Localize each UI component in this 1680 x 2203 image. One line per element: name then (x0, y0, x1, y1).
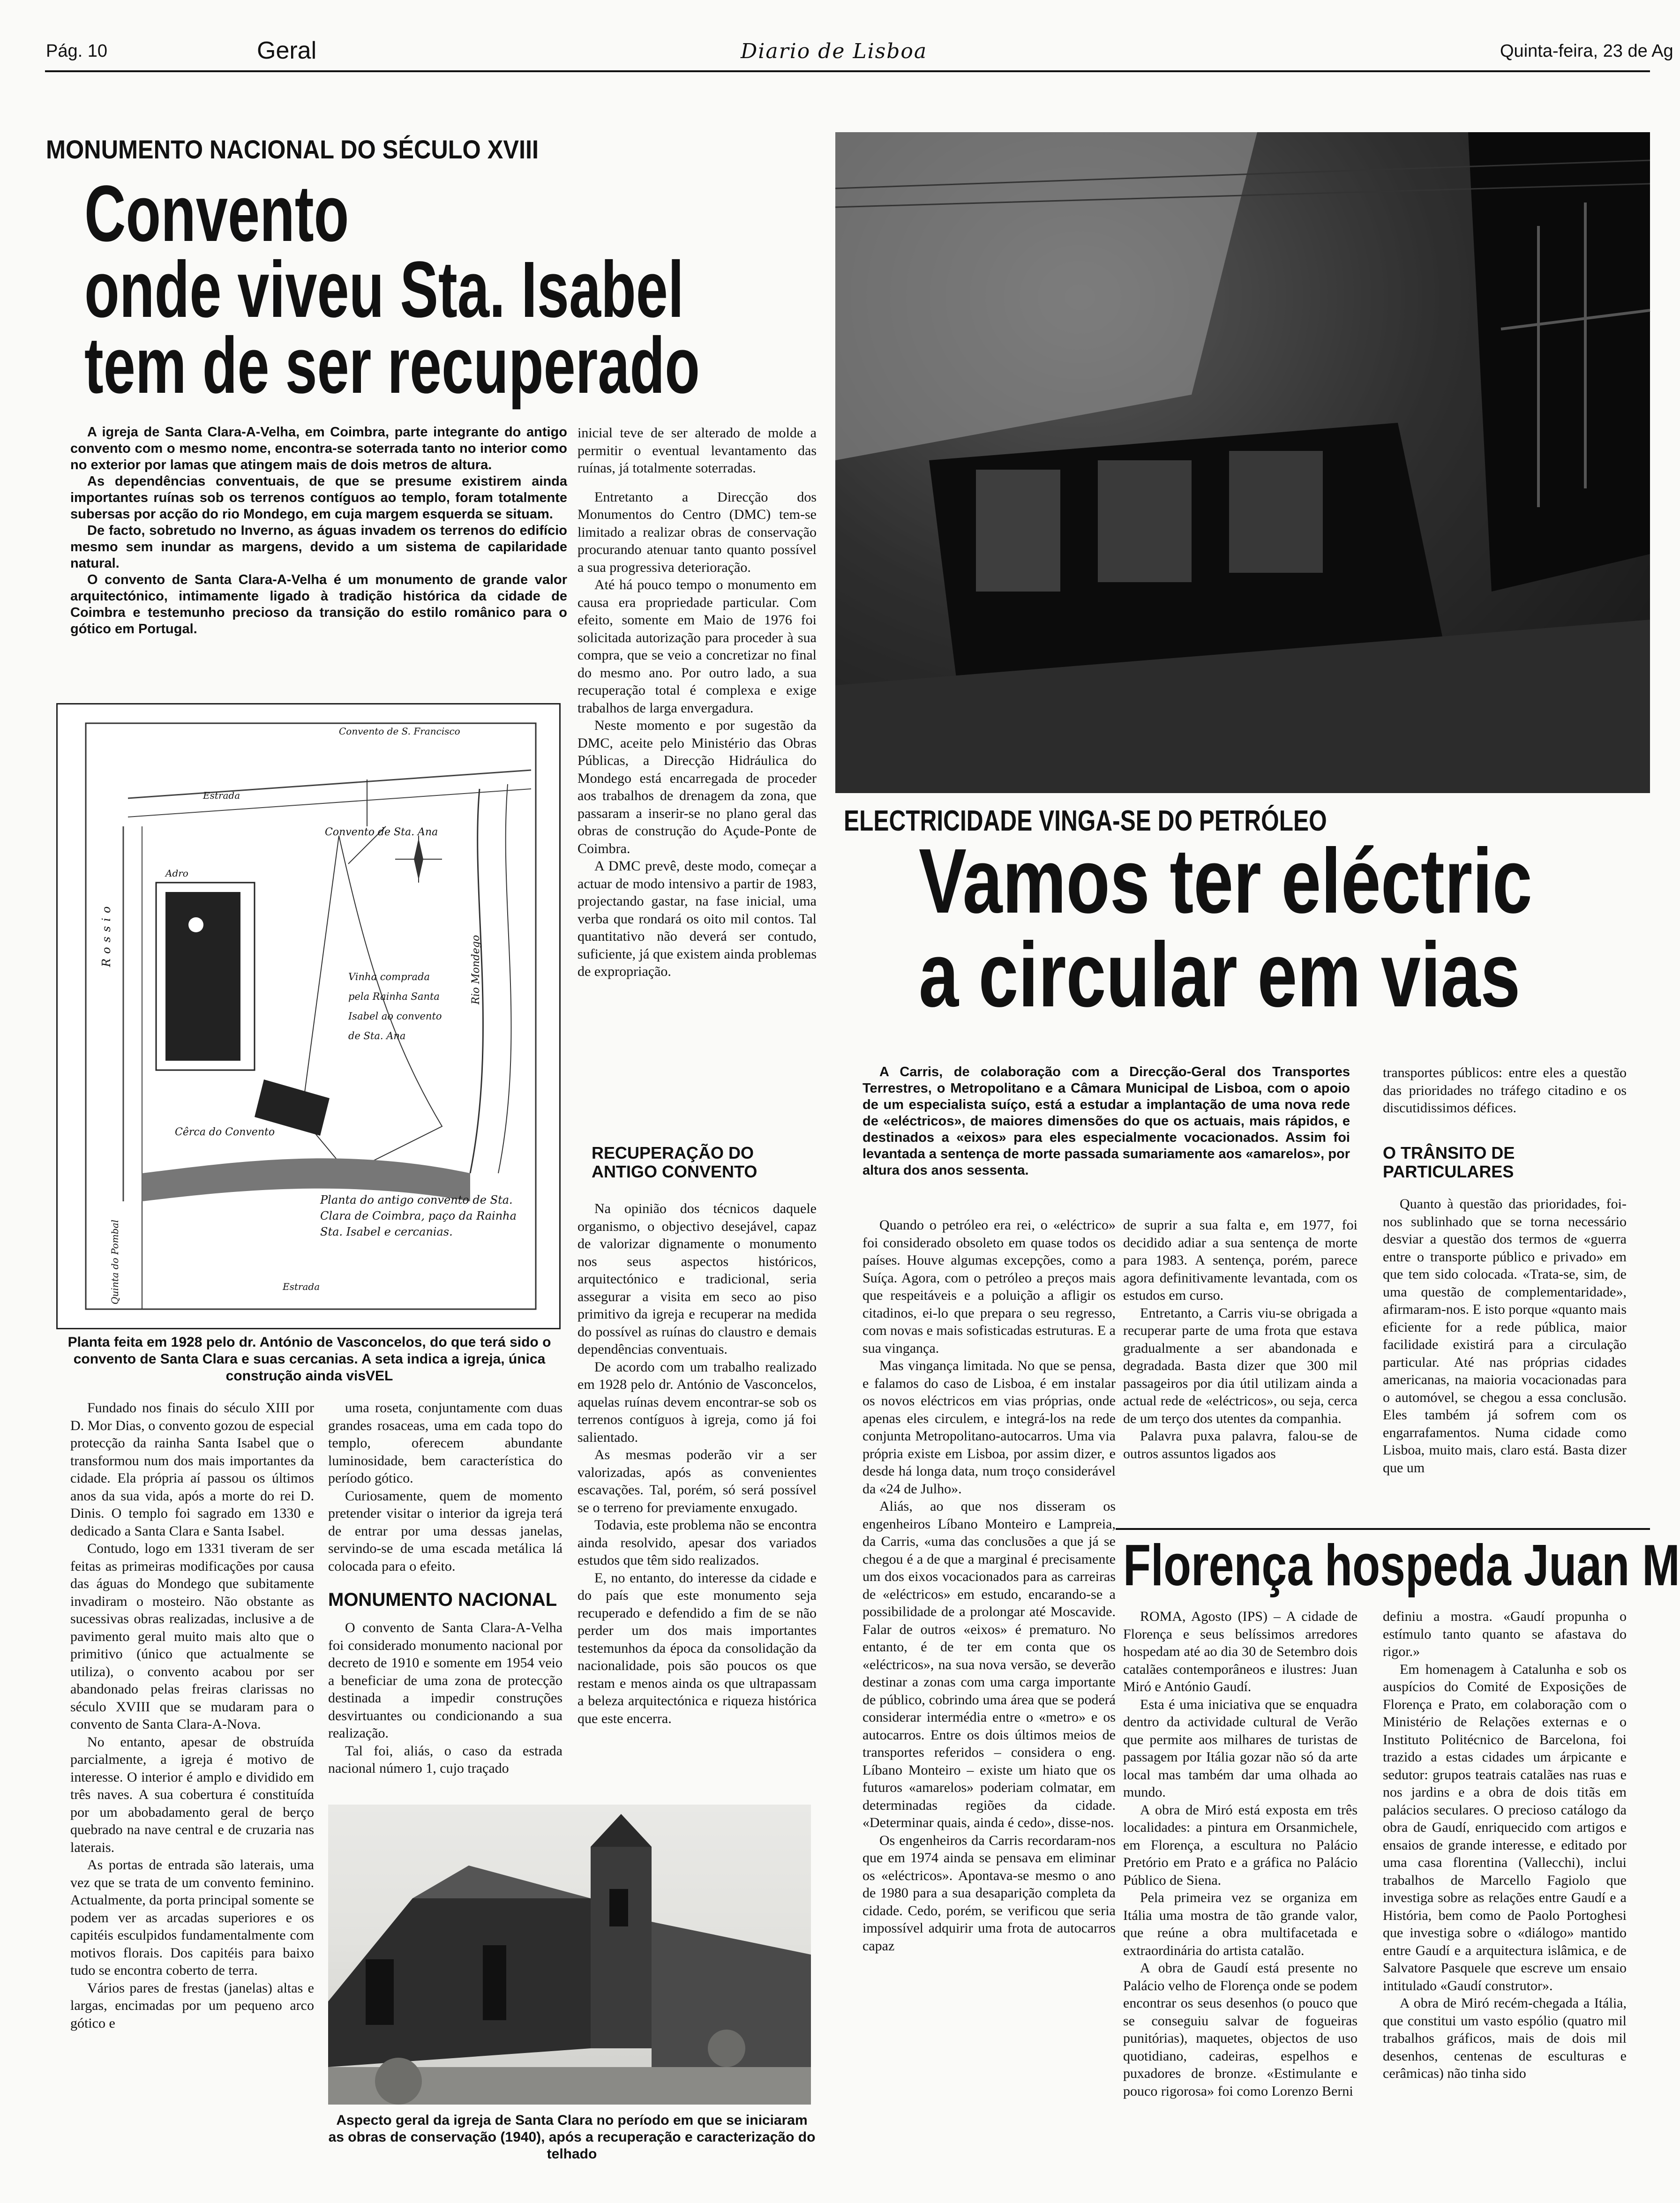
convento-lead (70, 424, 567, 691)
convento-col-c (578, 424, 817, 1118)
map-label-estrada: Estrada (203, 790, 240, 801)
paragraph: Quando o petróleo era rei, o «eléctrico» foi considerado obsoleto em quase todos os países. Houve algumas excepções, como a Suíça. Agora, com o petróleo a preços mais que respeitáveis e a poluição a afligir os citadinos, ei-lo que prepara o seu regresso, com novas e mais sofisticadas estruturas. E a sua vingança. (862, 1217, 1116, 1356)
headline-line: Vamos ter eléctric (919, 830, 1532, 932)
paragraph: Até há pouco tempo o monumento em causa era propriedade particular. Com efeito, somente em Maio de 1976 foi solicitada autorização para proceder à sua compra, que se veio a concretizar no final do mesmo ano. Por outro lado, a sua recuperação total é complexa e exige trabalhos de larga envergadura. (578, 577, 817, 716)
paragraph: A obra de Miró recém-chegada a Itália, que constitui um vasto espólio (quatro mil trabalhos gráficos, mais de dois mil desenhos, centenas de esculturas e cerâmicas) não tinha sido (1383, 1995, 1627, 2081)
florenca-col-2 (1383, 1608, 1627, 2191)
convent-map (56, 703, 561, 1329)
map-caption: Planta feita em 1928 pelo dr. António de Vasconcelos, do que terá sido o convento de Santa Clara e suas cercanias. A seta indica a igreja, única construção ainda visVEL (68, 1334, 551, 1384)
map-label-rossio: Rossio (100, 901, 113, 967)
subheading-monumento: MONUMENTO NACIONAL (328, 1589, 557, 1610)
paragraph: Mas vingança limitada. No que se pensa, e falamos do caso de Lisboa, é em instalar os novos eléctricos em vias próprias, onde apenas eles circulem, e integrá-los na rede conjunta Metropolitano-autocarros. Uma via própria existe em Lisboa, por assim dizer, e desde há longa data, num troço considerável da «24 de Julho». (862, 1358, 1116, 1497)
paragraph: uma roseta, conjuntamente com duas grandes rosaceas, uma em cada topo do templo, oferecem abundante luminosidade, bem característica do período gótico. (328, 1400, 562, 1486)
lead-paragraph: O convento de Santa Clara-A-Velha é um monumento de grande valor arquitectónico, intimamente ligado à tradição histórica da cidade de Coimbra e testemunho precioso da transição do estilo românico para o gótico em Portugal. (70, 572, 567, 637)
church-drawing (328, 1805, 811, 2105)
map-label-cerca: Cêrca do Convento (175, 1126, 275, 1138)
paragraph: Os engenheiros da Carris recordaram-nos que em 1974 ainda se pensava em eliminar os «eléctricos». Apontava-se mesmo o ano de 1980 para a sua desaparição completa da cidade. Cedo, porém, se verificou que seria impossível adquirir uma frota de autocarros capaz (862, 1832, 1116, 1954)
masthead: Diario de Lisboa (741, 39, 928, 63)
convento-kicker: MONUMENTO NACIONAL DO SÉCULO XVIII (46, 135, 539, 164)
electricos-lead (862, 1064, 1350, 1209)
paragraph: ROMA, Agosto (IPS) – A cidade de Florença e seus belíssimos arredores hospedam até ao dia 30 de Setembro dois catalães contemporâneos e ilustres: Juan Miró e António Gaudí. (1123, 1609, 1358, 1694)
paragraph: Quanto à questão das prioridades, foi-nos sublinhado que se torna necessário desviar a questão dos termos de «guerra entre o transporte público e privado» em que tem sido colocada. «Trata-se, sim, de uma questão de complementaridade», afirmaram-nos. E isto porque «quanto mais eficiente for a rede pública, maior facilidade existirá para a circulação particular. Até nas próprias cidades americanas, na maioria vocacionadas para o automóvel, se chegou a essa conclusão. Eles também já sofrem com os engarrafamentos. Numa cidade como Lisboa, muito mais, claro está. Basta dizer que um (1383, 1196, 1627, 1476)
subheading-recuperacao: RECUPERAÇÃO DO ANTIGO CONVENTO (592, 1143, 758, 1181)
convento-col-b (328, 1399, 562, 1788)
map-title: Planta do antigo convento de Sta. Clara de Coimbra, paço da Rainha Sta. Isabel e cercanias. (320, 1193, 517, 1238)
map-label-adro: Adro (165, 868, 188, 879)
subheading-transito: O TRÂNSITO DE PARTICULARES (1383, 1143, 1515, 1181)
convento-col-c2 (578, 1200, 817, 1786)
paragraph: A obra de Miró está exposta em três localidades: a pintura em Orsanmichele, em Florença, a escultura no Palácio Pretório em Prato e a gráfica no Palácio Público de Siena. (1123, 1802, 1358, 1888)
electricos-kicker: ELECTRICIDADE VINGA-SE DO PETRÓLEO (844, 805, 1327, 837)
paragraph: definiu a mostra. «Gaudí propunha o estímulo tanto quanto se afastava do rigor.» (1383, 1609, 1627, 1659)
paragraph: Esta é uma iniciativa que se enquadra dentro da actividade cultural de Verão que permite aos milhares de turistas de passagem por Itália gozar não só da arte local mas também dar uma olhada ao mundo. (1123, 1696, 1358, 1800)
map-label-sfrancisco: Convento de S. Francisco (339, 726, 460, 737)
paragraph: Todavia, este problema não se encontra ainda resolvido, apesar dos variados estudos que têm sido realizados. (578, 1517, 817, 1568)
header-rule (45, 70, 1650, 72)
headline-line: Convento (84, 169, 349, 258)
electricos-headline (919, 830, 1650, 1041)
florenca-headline: Florença hospeda Juan M (1123, 1533, 1680, 1598)
map-label-sana: Convento de Sta. Ana (325, 826, 438, 838)
church-photo-caption: Aspecto geral da igreja de Santa Clara no período em que se iniciaram as obras de conservação (1940), após a recuperação e caracterização do telhado (328, 2113, 816, 2162)
map-label-vinha: Vinha comprada pela Rainha Santa Isabel ao convento de Sta. Ana (348, 971, 442, 1042)
convento-headline (84, 169, 939, 410)
lead-paragraph: As dependências conventuais, de que se presume existirem ainda importantes ruínas sob os terrenos contíguos ao templo, foram totalmente subersas por acção do rio Mondego, em cuja margem esquerda se situam. (70, 474, 567, 522)
paragraph: de suprir a sua falta e, em 1977, foi decidido adiar a sua sentença de morte para 1983. A sentença, porém, parece agora definitivamente levantada, com os estudos em curso. (1123, 1217, 1358, 1303)
paragraph: As portas de entrada são laterais, uma vez que se trata de um convento feminino. Actualmente, da porta principal somente se podem ver as arcadas superiores e os capitéis esculpidos fundamentalmente com motivos florais. Dos capitéis para baixo tudo se encontra coberto de terra. (70, 1857, 314, 1978)
headline-line: a circular em vias (919, 923, 1521, 1026)
paragraph: Entretanto, a Carris viu-se obrigada a recuperar parte de uma frota que estava gradualmente a ser abandonada e degradada. Basta dizer que 300 mil passageiros por dia útil utilizam ainda a actual rede de «eléctricos», ou seja, cerca de um terço dos utentes da companhia. (1123, 1305, 1358, 1426)
paragraph: O convento de Santa Clara-A-Velha foi considerado monumento nacional por decreto de 1910 e somente em 1954 veio a beneficiar de uma zona de protecção destinada a impedir construções desvirtuantes ou condicionando a sua realização. (328, 1620, 562, 1741)
paragraph: Fundado nos finais do século XIII por D. Mor Dias, o convento gozou de especial protecção da rainha Santa Isabel que o transformou num dos mais importantes da cidade. Ela própria aí passou os últimos anos da sua vida, após a morte do rei D. Dinis. O templo foi sagrado em 1330 e dedicado a Santa Clara e Santa Isabel. (70, 1400, 314, 1539)
headline-line: tem de ser recuperado (84, 321, 700, 410)
convento-col-a (70, 1399, 314, 2191)
lead-paragraph: A igreja de Santa Clara-A-Velha, em Coimbra, parte integrante do antigo convento com o mesmo nome, encontra-se soterrada tanto no interior como no exterior por lamas que atingem mais de dois metros de altura. (70, 425, 567, 472)
paragraph: Contudo, logo em 1331 tiveram de ser feitas as primeiras modificações por causa das águas do Mondego que subitamente invadiram o mosteiro. Não obstante as sucessivas obras realizadas, inclusive a de pavimento geral muito mais alto que o primitivo (único que actualmente se utiliza), o convento acabou por ser abandonado pelas freiras clarissas no século XVIII que se mudaram para o convento de Santa Clara-A-Nova. (70, 1541, 314, 1732)
tram-photo (835, 132, 1650, 793)
paragraph: Pela primeira vez se organiza em Itália uma mostra de tão grande valor, que reúne a obra multifacetada e extraordinária do artista catalão. (1123, 1890, 1358, 1958)
page-number: Pág. 10 (46, 41, 107, 61)
paragraph: Curiosamente, quem de momento pretender visitar o interior da igreja terá de entrar por uma dessas janelas, servindo-se de uma escada metálica lá colocada para o efeito. (328, 1488, 562, 1574)
map-label-quinta: Quinta do Pombal (109, 1220, 120, 1304)
headline-line: onde viveu Sta. Isabel (84, 245, 684, 334)
paragraph: transportes públicos: entre eles a questão das prioridades no tráfego citadino e os discutidissimos défices. (1383, 1065, 1627, 1116)
issue-date: Quinta-feira, 23 de Ag (1500, 41, 1673, 61)
electricos-col-1 (862, 1216, 1116, 2191)
tram-drawing (835, 132, 1650, 793)
section-name: Geral (257, 37, 317, 64)
paragraph: Aliás, ao que nos disseram os engenheiros Líbano Monteiro e Lampreia, da Carris, «uma das conclusões a que já se chegou é a de que a marginal é precisamente um dos eixos vocacionados para as carreiras de «eléctricos» em estudo, encarando-se a possibilidade de a prolongar até Moscavide. Falar de outros «eixos» é prematuro. No entanto, é de ter em conta que os «eléctricos», na sua nova versão, se deverão destinar a zonas com uma carga importante de público, cobrindo uma área que se poderá considerar intermédia entre o «metro» e os autocarros. Entre os dois últimos meios de transportes referidos – considera o eng. Líbano Monteiro – existe um hiato que os futuros «amarelos» poderiam colmatar, em determinadas regiões da cidade. «Determinar quais, ainda é cedo», disse-nos. (862, 1499, 1116, 1830)
electricos-right-col2 (1383, 1195, 1627, 1523)
paragraph: inicial teve de ser alterado de molde a permitir o eventual levantamento das ruínas, já totalmente soterradas. (578, 425, 817, 476)
church-photo (328, 1805, 811, 2105)
paragraph: E, no entanto, do interesse da cidade e do país que este monumento seja recuperado e defendido a fim de se não perder um dos mais importantes testemunhos da época da consolidação da nacionalidade, pois são poucos os que restam e menos ainda os que ultrapassam a beleza arquitectónica e riqueza histórica que este encerra. (578, 1570, 817, 1726)
paragraph: Palavra puxa palavra, falou-se de outros assuntos ligados aos (1123, 1428, 1358, 1461)
paragraph: A DMC prevê, deste modo, começar a actuar de modo intensivo a partir de 1983, projectando gastar, na fase inicial, uma verba que rondará os oito mil contos. Tal quantitativo não deverá ser contudo, suficiente, já que existem ainda problemas de expropriação. (578, 858, 817, 979)
florenca-col-1 (1123, 1608, 1358, 2191)
paragraph: A obra de Gaudí está presente no Palácio velho de Florença onde se podem encontrar os seus desenhos (o pouco que se conseguiu salvar de fogueiras punitórias), maquetes, objectos de uso quotidiano, cadeiras, espelhos e puxadores de bronze. «Estimulante e pouco rigorosa» foi como Lorenzo Berni (1123, 1960, 1358, 2099)
lead-paragraph: De facto, sobretudo no Inverno, as águas invadem os terrenos do edifício mesmo sem inundar as margens, devido a um sistema de capilaridade natural. (70, 523, 567, 571)
paragraph: Entretanto a Direcção dos Monumentos do Centro (DMC) tem-se limitado a realizar obras de conservação procurando atenuar tanto quanto possível a sua progressiva deterioração. (578, 489, 817, 575)
electricos-right-col (1383, 1064, 1627, 1153)
map-label-estrada2: Estrada (283, 1281, 320, 1292)
paragraph: Na opinião dos técnicos daquele organismo, o objectivo desejável, capaz de valorizar dignamente o monumento nos seus aspectos históricos, arquitectónico e tradicional, seria assegurar a visita em seco ao piso primitivo da igreja e recuperar na medida do possível as ruínas do claustro e demais dependências conventuais. (578, 1201, 817, 1357)
electricos-col-2 (1123, 1216, 1358, 1526)
florenca-rule (1116, 1528, 1650, 1530)
map-label-mondego: Rio Mondego (470, 935, 482, 1004)
paragraph: As mesmas poderão vir a ser valorizadas, após as convenientes escavações. Tal, porém, só será possível se o terreno for previamente enxugado. (578, 1447, 817, 1515)
paragraph: No entanto, apesar de obstruída parcialmente, a igreja é motivo de interesse. O interior é amplo e dividido em três naves. A sua cobertura é constituída por um abobadamento geral de berço quebrado na nave central e de cruzaria nas laterais. (70, 1734, 314, 1855)
paragraph: Neste momento e por sugestão da DMC, aceite pelo Ministério das Obras Públicas, a Direcção Hidráulica do Mondego está encarregada de proceder aos trabalhos de drenagem da zona, que passaram a inserir-se no plano geral das obras de construção do Açude-Ponte de Coimbra. (578, 718, 817, 856)
paragraph: De acordo com um trabalho realizado em 1928 pelo dr. António de Vasconcelos, aquelas ruínas devem encontrar-se sob os terrenos contíguos à igreja, como já foi salientado. (578, 1359, 817, 1445)
paragraph: Tal foi, aliás, o caso da estrada nacional número 1, cujo traçado (328, 1743, 562, 1776)
lead-paragraph: A Carris, de colaboração com a Direcção-Geral dos Transportes Terrestres, o Metropolitano e a Câmara Municipal de Lisboa, com o apoio de um especialista suíço, está a estudar a implantação de uma nova rede de «eléctricos», de maiores dimensões do que os actuais, mais rápidos, e destinados a «eixos» para eles especialmente vocacionados. Assim foi levantada a sentença de morte passada sumariamente aos «amarelos», por altura dos anos sessenta. (862, 1064, 1350, 1178)
paragraph: Em homenagem à Catalunha e sob os auspícios do Comité de Exposições de Florença e Prato, em colaboração com o Ministério de Relações externas e o Instituto Politécnico de Barcelona, foi trazido a estas cidades um árpicante e sedutor: grupos teatrais catalães nas ruas e nos jardins e a obra de dois titãs em palácios seculares. O precioso catálogo da obra de Gaudí, enriquecido com artigos e ensaios de grande interesse, e editado por uma casa florentina (Vallecchi), inclui trabalhos de Marcello Fagiolo que investiga sobre as relações entre Gaudí e a História, bem como de Paolo Portoghesi que investiga sobre o «diálogo» mantido entre Gaudí e a arquitectura islâmica, e de Salvatore Pasquele que escreve um ensaio intitulado «Gaudí construtor». (1383, 1661, 1627, 1993)
paragraph: Vários pares de frestas (janelas) altas e largas, encimadas por um pequeno arco gótico e (70, 1980, 314, 2031)
